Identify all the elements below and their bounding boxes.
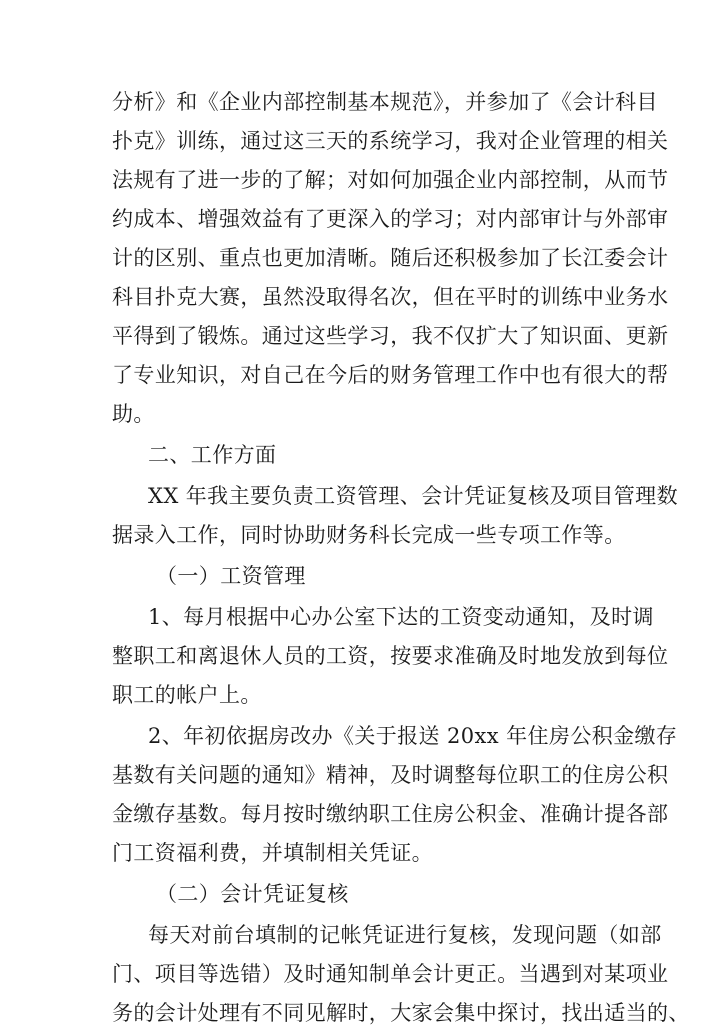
body-text-line: 整职工和离退休人员的工资，按要求准确及时地发放到每位 bbox=[112, 644, 669, 668]
paragraph-first-line: XX 年我主要负责工资管理、会计凭证复核及项目管理数 bbox=[148, 484, 678, 508]
body-text-line: 平得到了锻炼。通过这些学习，我不仅扩大了知识面、更新 bbox=[112, 324, 669, 348]
body-text-line: 计的区别、重点也更加清晰。随后还积极参加了长江委会计 bbox=[112, 246, 669, 270]
paragraph-first-line: 1、每月根据中心办公室下达的工资变动通知，及时调 bbox=[148, 605, 654, 629]
section-heading: 二、工作方面 bbox=[148, 443, 277, 467]
paragraph-first-line: 每天对前台填制的记帐凭证进行复核，发现问题（如部 bbox=[148, 923, 662, 947]
body-text-line: 扑克》训练，通过这三天的系统学习，我对企业管理的相关 bbox=[112, 129, 669, 153]
body-text-line: 务的会计处理有不同见解时，大家会集中探讨，找出适当的、 bbox=[112, 1001, 690, 1025]
body-text-line: 助。 bbox=[112, 402, 155, 426]
body-text-line: 了专业知识，对自己在今后的财务管理工作中也有很大的帮 bbox=[112, 363, 669, 387]
body-text-line: 基数有关问题的通知》精神，及时调整每位职工的住房公积 bbox=[112, 763, 669, 787]
body-text-line: 据录入工作，同时协助财务科长完成一些专项工作等。 bbox=[112, 523, 626, 547]
body-text-line: 门、项目等选错）及时通知制单会计更正。当遇到对某项业 bbox=[112, 962, 669, 986]
body-text-line: 职工的帐户上。 bbox=[112, 683, 262, 707]
subsection-heading: （二）会计凭证复核 bbox=[156, 882, 349, 906]
body-text-line: 约成本、增强效益有了更深入的学习；对内部审计与外部审 bbox=[112, 207, 669, 231]
body-text-line: 科目扑克大赛，虽然没取得名次，但在平时的训练中业务水 bbox=[112, 285, 669, 309]
body-text-line: 法规有了进一步的了解；对如何加强企业内部控制，从而节 bbox=[112, 168, 669, 192]
body-text-line: 金缴存基数。每月按时缴纳职工住房公积金、准确计提各部 bbox=[112, 802, 669, 826]
paragraph-first-line: 2、年初依据房改办《关于报送 20xx 年住房公积金缴存 bbox=[148, 724, 678, 748]
body-text-line: 门工资福利费，并填制相关凭证。 bbox=[112, 841, 433, 865]
body-text-line: 分析》和《企业内部控制基本规范》，并参加了《会计科目 bbox=[112, 90, 658, 114]
subsection-heading: （一）工资管理 bbox=[156, 564, 306, 588]
